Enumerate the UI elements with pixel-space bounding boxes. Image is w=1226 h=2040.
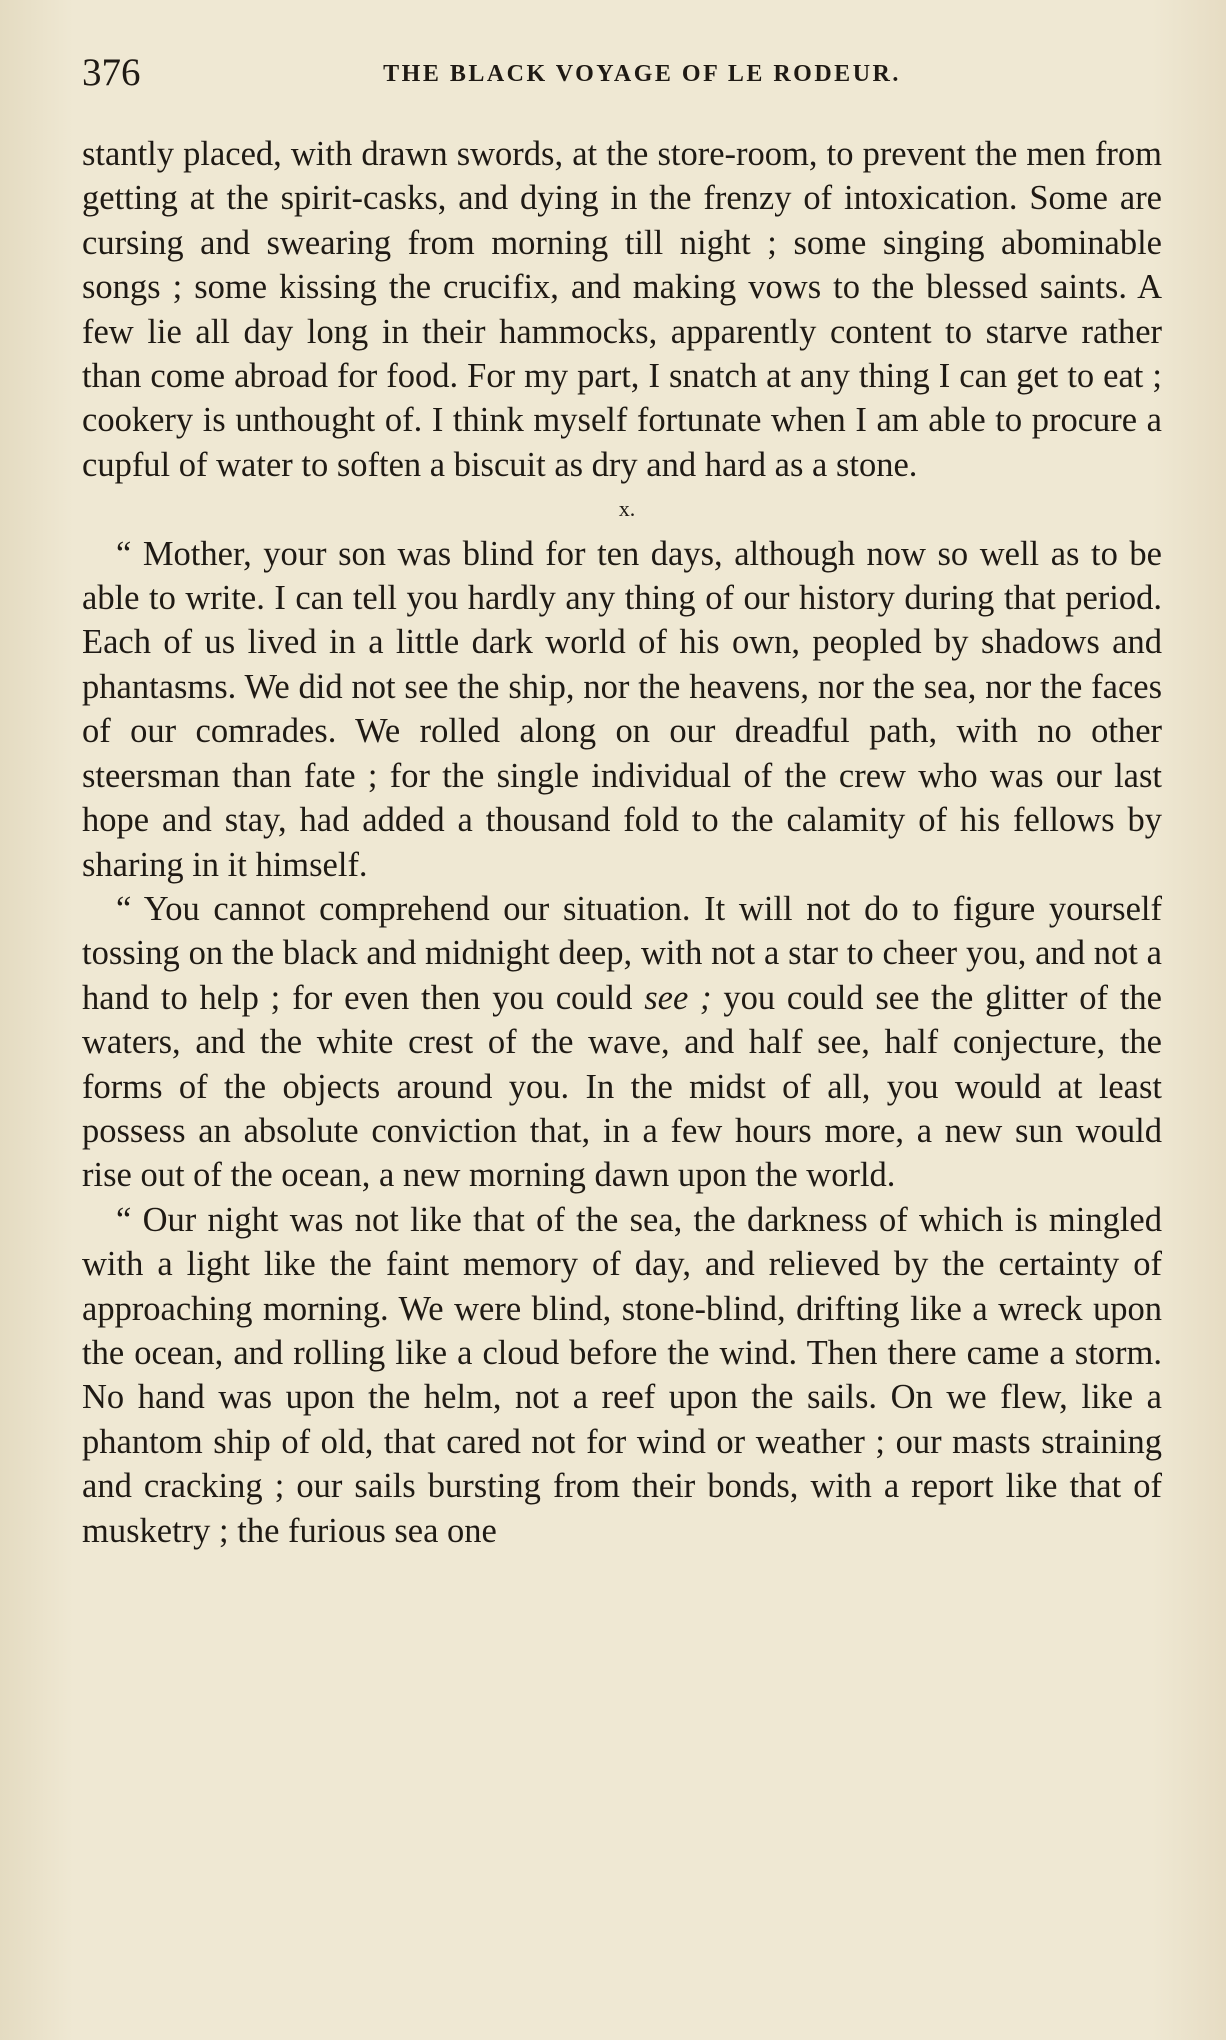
paragraph-situation-text-b: you could see the glitter of the waters, and the white crest of the wave, and half see, half conjecture, the forms of the objects around you. In the midst of all, you would at least possess an absolute conviction that, in a few hours more, a new sun would rise out of the ocean, a new morning dawn upon the world. — [82, 978, 1162, 1195]
page-number: 376 — [82, 51, 141, 94]
paragraph-letter-start: “ Mother, your son was blind for ten days, although now so well as to be able to write. I can tell you hardly any thing of our history during that period. Each of us lived in a little dark world of his own, peopled by shadows and phantasms. We did not see the ship, nor the heavens, nor the sea, nor the faces of our comrades. We rolled along on our dreadful path, with no other steersman than fate ; for the single individual of the crew who was our last hope and stay, had added a thousand fold to the calamity of his fellows by sharing in it himself. — [82, 534, 1162, 884]
emphasis-see: see ; — [644, 978, 712, 1017]
page-body — [82, 132, 1162, 1553]
section-number: x. — [618, 496, 636, 522]
paragraph-night: “ Our night was not like that of the sea, the darkness of which is mingled with a light like the faint memory of day, and relieved by the certainty of approaching morning. We were blind, stone-blind, drifting like a wreck upon the ocean, and rolling like a cloud before the wind. Then there came a storm. No hand was upon the helm, not a reef upon the sails. On we flew, like a phantom ship of old, that cared not for wind or weather ; our masts straining and cracking ; our sails bursting from their bonds, with a report like that of musketry ; the furious sea one — [82, 1200, 1162, 1550]
paragraph-continued: stantly placed, with drawn swords, at the store-room, to prevent the men from getting at the spirit-casks, and dying in the frenzy of intoxication. Some are cursing and swearing from morning till night ; some singing abominable songs ; some kissing the crucifix, and making vows to the blessed saints. A few lie all day long in their hammocks, apparently content to starve rather than come abroad for food. For my part, I snatch at any thing I can get to eat ; cookery is unthought of. I think myself fortunate when I am able to procure a cupful of water to soften a biscuit as dry and hard as a stone. — [82, 135, 1162, 484]
page-header — [82, 48, 1162, 98]
paragraph-situation-text-a: “ You cannot comprehend our situation. It will not do to figure yourself tossing on the black and midnight deep, with not a star to cheer you, and not a hand to help ; for even then you could — [82, 889, 1162, 1017]
paragraph-situation — [82, 887, 1162, 1198]
running-title: THE BLACK VOYAGE OF LE RODEUR. — [383, 61, 901, 87]
